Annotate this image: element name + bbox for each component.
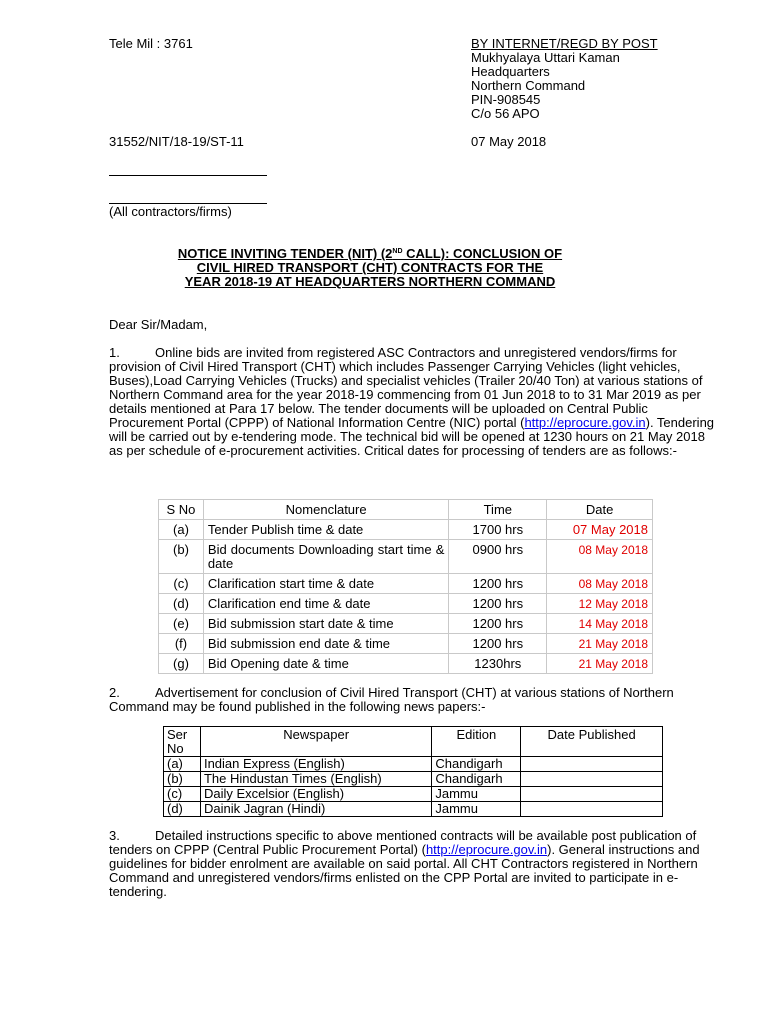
eprocure-link[interactable]: http://eprocure.gov.in bbox=[425, 842, 548, 857]
date-cell: 08 May 2018 bbox=[547, 574, 653, 594]
header-date: Date bbox=[547, 500, 653, 520]
letter-date: 07 May 2018 bbox=[471, 134, 547, 149]
addressee-blank-line bbox=[109, 175, 267, 176]
table-row: (b) Bid documents Downloading start time & date 0900 hrs 08 May 2018 bbox=[159, 540, 653, 574]
delivery-mode: BY INTERNET/REGD BY POST bbox=[471, 36, 658, 51]
paragraph-2: 2. Advertisement for conclusion of Civil Hired Transport (CHT) at various stations of Northern Command may be found published in the following news papers:- bbox=[109, 685, 674, 714]
table-row: (a) Tender Publish time & date 1700 hrs 07 May 2018 bbox=[159, 520, 653, 540]
eprocure-link[interactable]: http://eprocure.gov.in bbox=[524, 415, 646, 430]
table-row: (f) Bid submission end date & time 1200 hrs 21 May 2018 bbox=[159, 634, 653, 654]
address-line: Headquarters bbox=[471, 64, 550, 79]
reference-number: 31552/NIT/18-19/ST-11 bbox=[109, 134, 244, 149]
table-row: (d) Dainik Jagran (Hindi) Jammu bbox=[164, 802, 663, 817]
address-line: PIN-908545 bbox=[471, 92, 541, 107]
addressee: (All contractors/firms) bbox=[109, 204, 232, 219]
table-row: (e) Bid submission start date & time 1200 hrs 14 May 2018 bbox=[159, 614, 653, 634]
header-sno: S No bbox=[159, 500, 204, 520]
date-cell: 21 May 2018 bbox=[547, 634, 653, 654]
para-number: 3. bbox=[109, 828, 120, 843]
date-cell: 14 May 2018 bbox=[547, 614, 653, 634]
newspaper-table bbox=[163, 726, 663, 817]
header-nomenclature: Nomenclature bbox=[203, 500, 448, 520]
tele-number: Tele Mil : 3761 bbox=[109, 36, 193, 51]
header-ser-no: Ser No bbox=[164, 727, 201, 757]
para-number: 1. bbox=[109, 345, 120, 360]
header-edition: Edition bbox=[432, 727, 521, 757]
table-row: (d) Clarification end time & date 1200 hrs 12 May 2018 bbox=[159, 594, 653, 614]
header-newspaper: Newspaper bbox=[200, 727, 431, 757]
date-cell: 12 May 2018 bbox=[547, 594, 653, 614]
salutation: Dear Sir/Madam, bbox=[109, 317, 208, 332]
date-cell: 07 May 2018 bbox=[547, 520, 653, 540]
header-time: Time bbox=[449, 500, 547, 520]
para-number: 2. bbox=[109, 685, 120, 700]
header-date-published: Date Published bbox=[521, 727, 663, 757]
table-header-row bbox=[164, 727, 663, 757]
address-block bbox=[471, 37, 658, 121]
table-header-row bbox=[159, 500, 653, 520]
paragraph-3: 3. Detailed instructions specific to above mentioned contracts will be available post publication of tenders on CPPP (Central Public Procurement Portal) (http://eprocure.gov.in). General instructions and guidelines for bidder enrolment are available on said portal. All CHT Contractors registered in Northern Command and unregistered vendors/firms enlisted on the CPP Portal are invited to participate in e-tendering. bbox=[109, 828, 700, 899]
address-line: C/o 56 APO bbox=[471, 106, 540, 121]
critical-dates-table bbox=[158, 499, 653, 674]
table-row: (a) Indian Express (English) Chandigarh bbox=[164, 757, 663, 772]
table-row: (b) The Hindustan Times (English) Chandigarh bbox=[164, 772, 663, 787]
table-row: (c) Daily Excelsior (English) Jammu bbox=[164, 787, 663, 802]
notice-title: NOTICE INVITING TENDER (NIT) (2ND CALL): CONCLUSION OF CIVIL HIRED TRANSPORT (CHT) CONTRACTS FOR THE YEAR 2018-19 AT HEADQUARTERS NORTHERN COMMAND bbox=[177, 246, 563, 289]
table-row: (g) Bid Opening date & time 1230hrs 21 May 2018 bbox=[159, 654, 653, 674]
paragraph-1: 1. Online bids are invited from registered ASC Contractors and unregistered vendors/firms for provision of Civil Hired Transport (CHT) which includes Passenger Carrying Vehicles (light vehicles, Buses),Load Carrying Vehicles (Trucks) and specialist vehicles (Trailer 20/40 Ton) at various stations of Northern Command area for the year 2018-19 commencing from 01 Jun 2018 to to 31 Mar 2019 as per details mentioned at Para 17 below. The tender documents will be uploaded on Central Public Procurement Portal (CPPP) of National Information Centre (NIC) portal (http://eprocure.gov.in). Tendering will be carried out by e-tendering mode. The technical bid will be opened at 1230 hours on 21 May 2018 as per schedule of e-procurement activities. Critical dates for processing of tenders are as follows:- bbox=[109, 345, 715, 458]
address-line: Mukhyalaya Uttari Kaman bbox=[471, 50, 620, 65]
date-cell: 08 May 2018 bbox=[547, 540, 653, 574]
address-line: Northern Command bbox=[471, 78, 586, 93]
table-row: (c) Clarification start time & date 1200 hrs 08 May 2018 bbox=[159, 574, 653, 594]
date-cell: 21 May 2018 bbox=[547, 654, 653, 674]
